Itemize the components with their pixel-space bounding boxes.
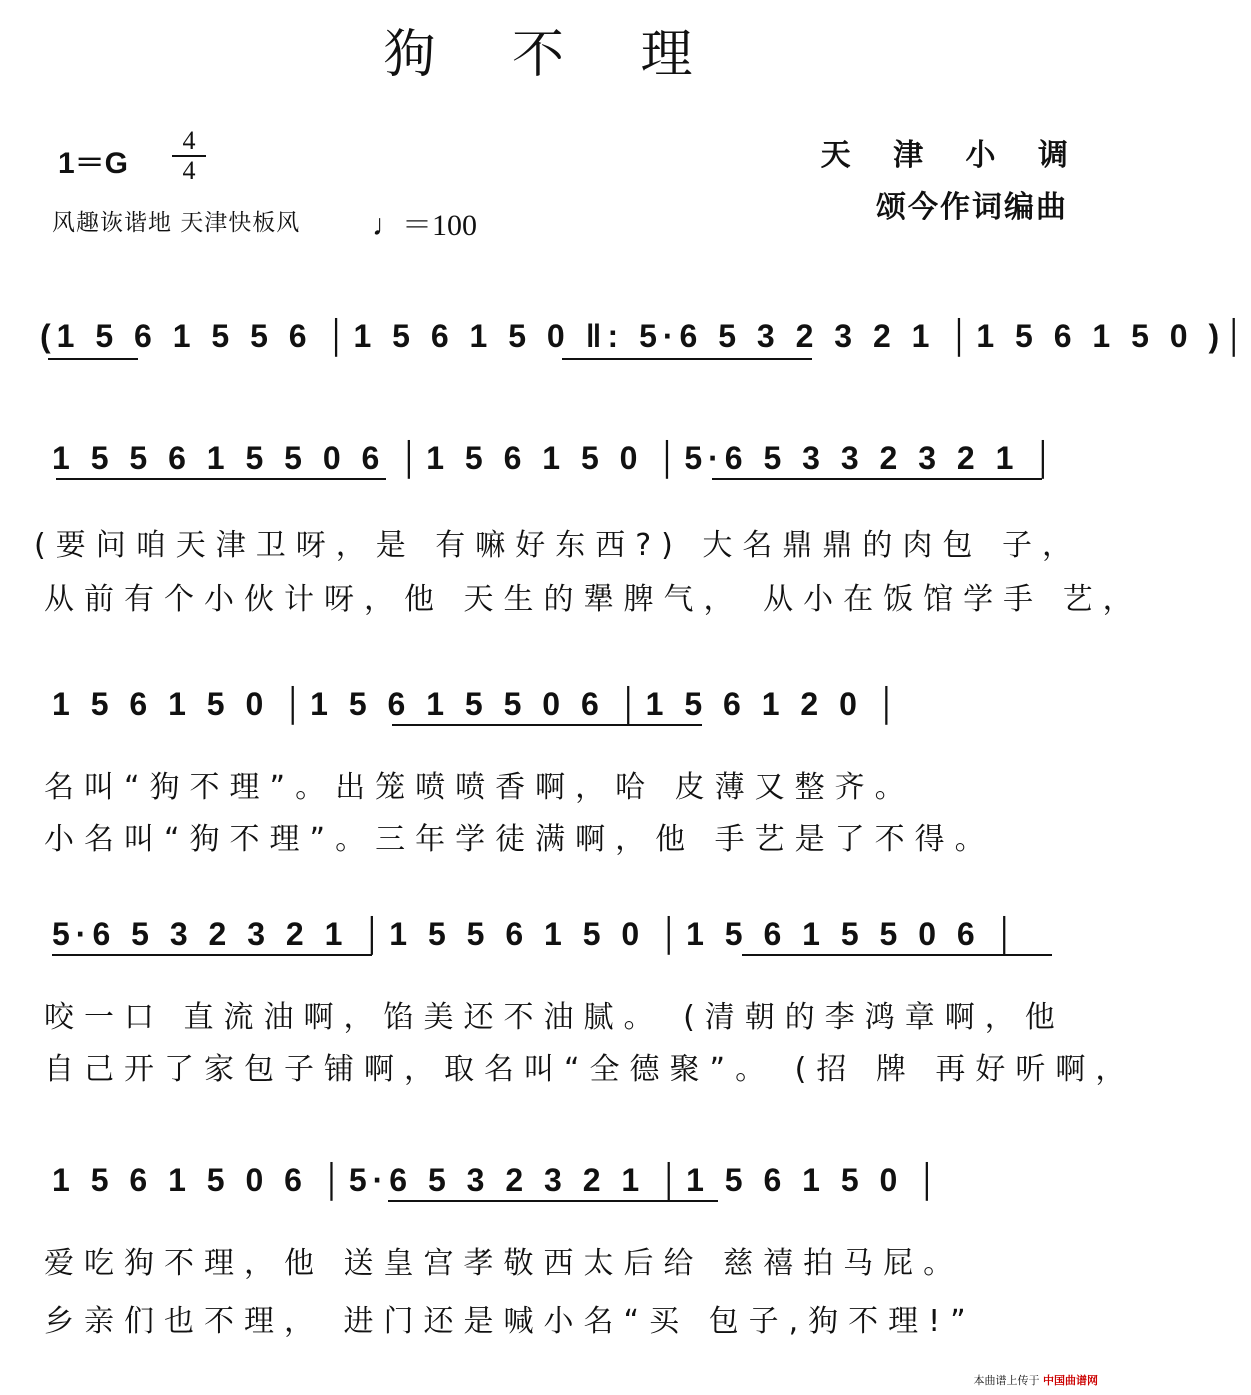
beam [388, 1200, 718, 1202]
notation-row-3: 5·6 5 3 2 3 2 1 │1 5 5 6 1 5 0 │1 5 6 1 5 5 0 6 │ [52, 916, 1022, 952]
origin-credit: 天 津 小 调 [820, 138, 1084, 173]
beam [392, 724, 702, 726]
footer-site: 中国曲谱网 [1043, 1374, 1098, 1387]
lyric-row-3-verse-1: 咬一口 直流油啊，馅美还不油腻。 (清朝的李鸿章啊，他 [44, 1000, 1065, 1035]
footer-note [974, 1372, 1099, 1388]
beam [48, 358, 138, 360]
lyric-row-4-verse-1: 爱吃狗不理，他 送皇宫孝敬西太后给 慈禧拍马屁。 [44, 1246, 964, 1281]
lyric-row-1-verse-2: 从前有个小伙计呀，他 天生的犟脾气， 从小在饭馆学手 艺， [44, 582, 1143, 617]
notation-row-2: 1 5 6 1 5 0 │1 5 6 1 5 5 0 6 │1 5 6 1 2 0 │ [52, 686, 904, 722]
lyric-row-2-verse-1: 名叫“狗不理”。出笼喷喷香啊，哈 皮薄又整齐。 [44, 770, 915, 805]
lyric-row-1-verse-1: (要问咱天津卫呀，是 有嘛好东西?) 大名鼎鼎的肉包 子， [34, 528, 1082, 563]
time-signature [172, 128, 206, 184]
beam [56, 478, 386, 480]
time-signature-bottom: 4 [182, 156, 196, 185]
author-credit: 颂今作词编曲 [876, 190, 1068, 225]
key-signature: 1＝G [58, 147, 129, 180]
beam [562, 358, 812, 360]
song-title: 狗 不 理 [383, 25, 723, 85]
notation-row-1: 1 5 5 6 1 5 5 0 6 │1 5 6 1 5 0 │5·6 5 3 3 2 3 2 1 │ [52, 440, 1061, 476]
style-marking: 风趣诙谐地 天津快板风 [52, 210, 301, 236]
beam [712, 478, 1042, 480]
beam [52, 954, 372, 956]
lyric-row-4-verse-2: 乡亲们也不理， 进门还是喊小名“买 包子,狗不理!” [44, 1304, 976, 1339]
beam [742, 954, 1052, 956]
footer-text: 本曲谱上传于 [973, 1374, 1040, 1387]
notation-row-intro: (1 5 6 1 5 5 6 │1 5 6 1 5 0 ‖: 5·6 5 3 2 3 2 1 │1 5 6 1 5 0 )│ [40, 318, 1251, 354]
lyric-row-3-verse-2: 自己开了家包子铺啊，取名叫“全德聚”。 (招 牌 再好听啊， [44, 1052, 1136, 1087]
tempo-marking: ♩＝100 [372, 209, 477, 242]
notation-row-4: 1 5 6 1 5 0 6 │5·6 5 3 2 3 2 1 │1 5 6 1 5 0 │ [52, 1162, 945, 1198]
lyric-row-2-verse-2: 小名叫“狗不理”。三年学徒满啊，他 手艺是了不得。 [44, 822, 995, 857]
time-signature-top: 4 [182, 126, 196, 155]
